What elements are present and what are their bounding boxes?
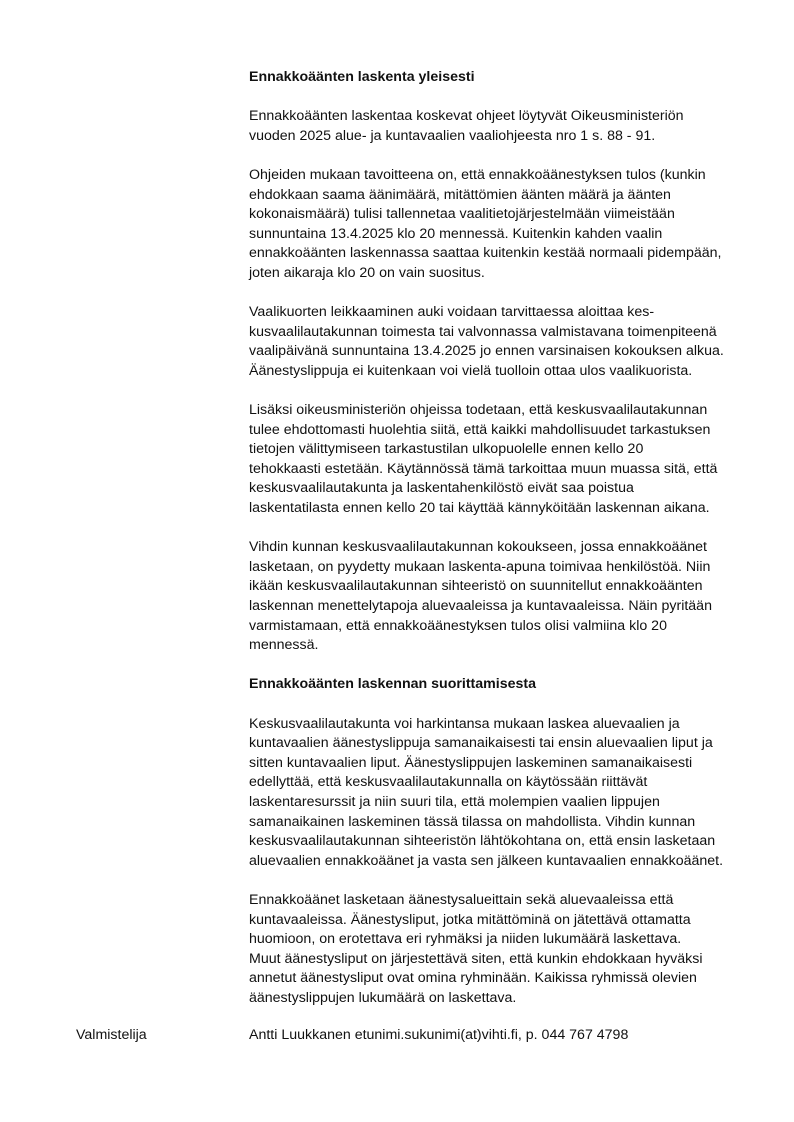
text-line: Ohjeiden mukaan tavoitteena on, että ennakkoäänestyksen tulos (kunkin bbox=[249, 166, 706, 183]
text-line: mennessä. bbox=[249, 637, 319, 654]
paragraph-ballot-grouping bbox=[249, 891, 749, 1009]
text-line: vaalipäivänä sunnuntaina 13.4.2025 jo ennen varsinaisen kokouksen alkua. bbox=[249, 343, 724, 360]
text-line: äänestyslippujen lukumäärä on laskettava. bbox=[249, 989, 517, 1006]
paragraph-counting-order bbox=[249, 715, 749, 872]
text-line: Ennakkoäänet lasketaan äänestysalueittain sekä aluevaaleissa että bbox=[249, 891, 674, 908]
paragraph-instructions bbox=[249, 107, 749, 146]
text-line: sitten kuntavaalien liput. Äänestyslippujen laskeminen samanaikaisesti bbox=[249, 754, 693, 771]
text-line: Vihdin kunnan keskusvaalilautakunnan kokoukseen, jossa ennakkoäänet bbox=[249, 539, 708, 556]
preparer-label: Valmistelija bbox=[76, 1027, 147, 1043]
text-line: Lisäksi oikeusministeriön ohjeissa todetaan, että keskusvaalilautakunnan bbox=[249, 402, 708, 419]
text-line: laskentaresurssit ja niin suuri tila, että molempien vaalien lippujen bbox=[249, 793, 660, 810]
paragraph-goal bbox=[249, 166, 749, 284]
text-line: Vaalikuorten leikkaaminen auki voidaan tarvittaessa aloittaa kes- bbox=[249, 304, 655, 321]
section-heading-counting-general: Ennakkoäänten laskenta yleisesti bbox=[249, 69, 475, 85]
text-line: sunnuntaina 13.4.2025 klo 20 mennessä. Kuitenkin kahden vaalin bbox=[249, 225, 663, 242]
text-line: huomioon, on erotettava eri ryhmäksi ja niiden lukumäärä laskettava. bbox=[249, 931, 682, 948]
paragraph-envelope-opening bbox=[249, 303, 749, 381]
text-line: Keskusvaalilautakunta voi harkintansa mukaan laskea aluevaalien ja bbox=[249, 715, 680, 732]
text-line: joten aikaraja klo 20 on vain suositus. bbox=[249, 264, 485, 281]
text-line: Ennakkoäänten laskentaa koskevat ohjeet löytyvät Oikeusministeriön bbox=[249, 108, 684, 125]
text-line: kusvaalilautakunnan toimesta tai valvonnassa valmistavana toimenpiteenä bbox=[249, 323, 717, 340]
text-line: kuntavaalien äänestyslippuja samanaikaisesti tai ensin aluevaalien liput ja bbox=[249, 735, 713, 752]
text-line: laskennan menettelytapoja aluevaaleissa ja kuntavaaleissa. Näin pyritään bbox=[249, 598, 712, 615]
text-line: varmistamaan, että ennakkoäänestyksen tulos olisi valmiina klo 20 bbox=[249, 617, 667, 634]
text-line: Muut äänestysliput on järjestettävä siten, että kunkin ehdokkaan hyväksi bbox=[249, 950, 703, 967]
paragraph-information-blocking bbox=[249, 401, 749, 519]
text-line: tulee ehdottomasti huolehtia siitä, että kaikki mahdollisuudet tarkastuksen bbox=[249, 421, 711, 438]
text-line: samanaikainen laskeminen tässä tilassa on mahdollista. Vihdin kunnan bbox=[249, 813, 696, 830]
preparer-contact: Antti Luukkanen etunimi.sukunimi(at)vihti.fi, p. 044 767 4798 bbox=[249, 1027, 629, 1043]
text-line: tietojen välittymiseen tarkastustilan ulkopuolelle ennen kello 20 bbox=[249, 441, 644, 458]
text-line: ikään keskusvaalilautakunnan sihteeristö on suunnitellut ennakkoäänten bbox=[249, 578, 703, 595]
text-line: vuoden 2025 alue- ja kuntavaalien vaaliohjeesta nro 1 s. 88 - 91. bbox=[249, 127, 656, 144]
text-line: ennakkoäänten laskennassa saattaa kuitenkin kestää normaali pidempään, bbox=[249, 245, 722, 262]
text-line: annetut äänestysliput ovat omina ryhminään. Kaikissa ryhmissä olevien bbox=[249, 970, 697, 987]
text-line: lasketaan, on pyydetty mukaan laskenta-apuna toimivaa henkilöstöä. Niin bbox=[249, 558, 711, 575]
text-line: ehdokkaan saama äänimäärä, mitättömien äänten määrä ja äänten bbox=[249, 186, 671, 203]
text-line: Äänestyslippuja ei kuitenkaan voi vielä tuolloin ottaa ulos vaalikuorista. bbox=[249, 362, 693, 379]
paragraph-vihti-arrangements bbox=[249, 538, 749, 656]
text-line: kokonaismäärä) tulisi tallennetaa vaalitietojärjestelmään viimeistään bbox=[249, 206, 675, 223]
text-line: aluevaalien ennakkoäänet ja vasta sen jälkeen kuntavaalien ennakkoäänet. bbox=[249, 852, 724, 869]
document-body bbox=[249, 68, 749, 1028]
text-line: kuntavaaleissa. Äänestysliput, jotka mitättöminä on jätettävä ottamatta bbox=[249, 911, 691, 928]
text-line: laskentatilasta ennen kello 20 tai käyttää kännyköitään laskennan aikana. bbox=[249, 500, 710, 517]
section-heading-counting-procedure: Ennakkoäänten laskennan suorittamisesta bbox=[249, 676, 537, 693]
text-line: edellyttää, että keskusvaalilautakunnalla on käytössään riittävät bbox=[249, 774, 648, 791]
text-line: keskusvaalilautakunta ja laskentahenkilöstö eivät saa poistua bbox=[249, 480, 634, 497]
text-line: keskusvaalilautakunnan sihteeristön lähtökohtana on, että ensin lasketaan bbox=[249, 833, 716, 850]
text-line: tehokkaasti estetään. Käytännössä tämä tarkoittaa muun muassa sitä, että bbox=[249, 460, 718, 477]
